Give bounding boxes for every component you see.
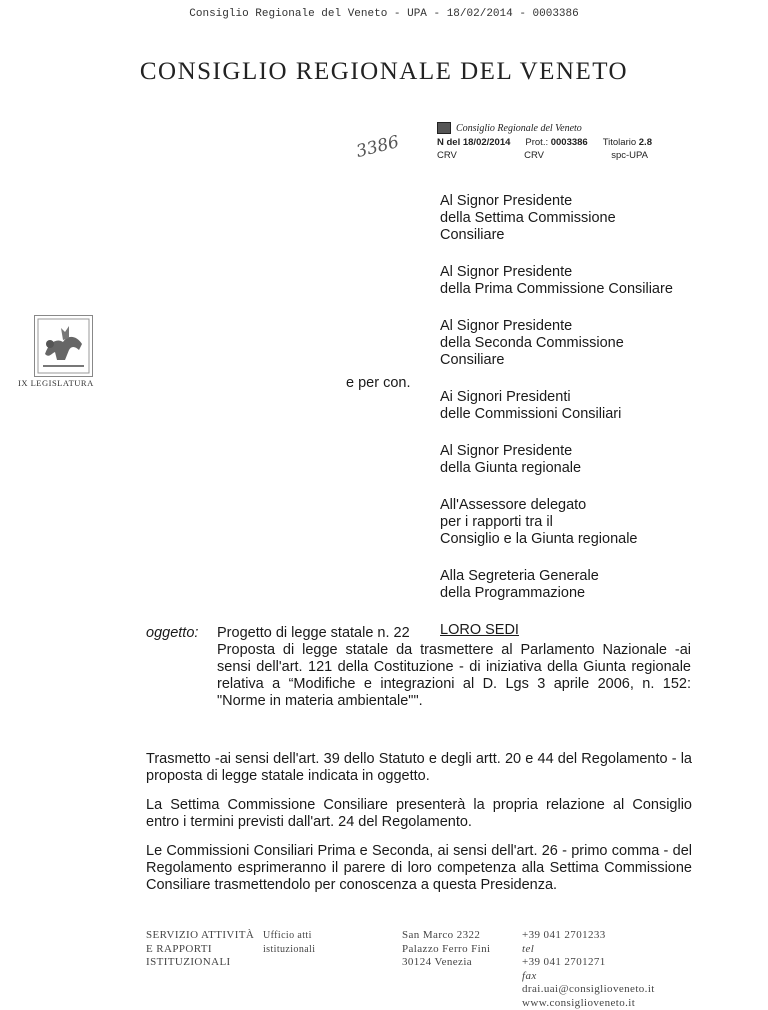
legislature-label: IX LEGISLATURA [18,378,94,388]
body-paragraph-3: Le Commissioni Consiliari Prima e Seconda, ai sensi dell'art. 26 - primo comma - del Regolamento esprimeranno il parere di loro competenza alla Settima Commissione Consiliare trasmettendolo per conoscenza a questa Presidenza. [146,843,692,894]
subject-text [217,625,691,710]
stamp-organization: Consiglio Regionale del Veneto [456,123,582,134]
recipient-segreteria-programmazione: Alla Segreteria Generale della Programmazione [440,568,740,602]
body-paragraph-1: Trasmetto -ai sensi dell'art. 39 dello Statuto e degli artt. 20 e 44 del Regolamento - la proposta di legge statale indicata in oggetto. [146,751,692,785]
recipient-giunta-regionale: Al Signor Presidente della Giunta regionale [440,443,740,477]
body-paragraph-2: La Settima Commissione Consiliare presenterà la propria relazione al Consiglio entro i termini previsti dall'art. 24 del Regolamento. [146,797,692,831]
footer-contacts [522,929,655,1010]
stamp-crv-mid: CRV [524,150,544,161]
recipient-settima-commissione: Al Signor Presidente della Settima Commissione Consiliare [440,193,740,244]
footer-email-link[interactable]: drai.uai@consiglioveneto.it [522,983,655,997]
council-letterhead-title: CONSIGLIO REGIONALE DEL VENETO [0,58,768,86]
subject-description: Proposta di legge statale da trasmettere al Parlamento Nazionale -ai sensi dell'art. 121 della Costituzione - di iniziativa della Giunta regionale relativa a “Modifiche e integrazioni al D. Lgs 3 aprile 2006, n. 152: "Norme in materia ambientale"". [217,642,691,710]
recipient-seconda-commissione: Al Signor Presidente della Seconda Commissione Consiliare [440,318,740,369]
recipients-block [440,193,740,659]
recipient-assessore-delegato: All'Assessore delegato per i rapporti tra il Consiglio e la Giunta regionale [440,497,740,548]
per-conoscenza-label: e per con. [346,375,411,391]
stamp-titolario: Titolario 2.8 [603,137,652,148]
recipient-prima-commissione: Al Signor Presidente della Prima Commissione Consiliare [440,264,740,298]
protocol-stamp [437,122,652,161]
document-header-line: Consiglio Regionale del Veneto - UPA - 18/02/2014 - 0003386 [0,8,768,20]
footer-website-link[interactable]: www.consiglioveneto.it [522,997,655,1010]
stamp-protocol: Prot.: 0003386 [525,137,587,148]
recipient-presidenti-commissioni: Ai Signori Presidenti delle Commissioni Consiliari [440,389,740,423]
loro-sedi: LORO SEDI [440,622,740,639]
subject-label: oggetto: [146,625,198,641]
subject-title: Progetto di legge statale n. 22 [217,625,691,642]
lion-seal-icon [35,316,92,376]
footer-office: Ufficio atti istituzionali [263,929,315,956]
footer-tel: +39 041 2701233 tel [522,929,655,956]
footer-address: San Marco 2322 Palazzo Ferro Fini 30124 Venezia [402,929,490,970]
stamp-logo-icon [437,122,451,134]
stamp-crv-left: CRV [437,150,457,161]
footer-service: SERVIZIO ATTIVITÀ E RAPPORTI ISTITUZIONALI [146,929,254,970]
stamp-office: spc-UPA [611,150,648,161]
regional-seal-image [34,315,93,377]
handwritten-protocol-number: 3386 [354,132,401,162]
stamp-number-date: N del 18/02/2014 [437,137,510,148]
footer-fax: +39 041 2701271 fax [522,956,655,983]
